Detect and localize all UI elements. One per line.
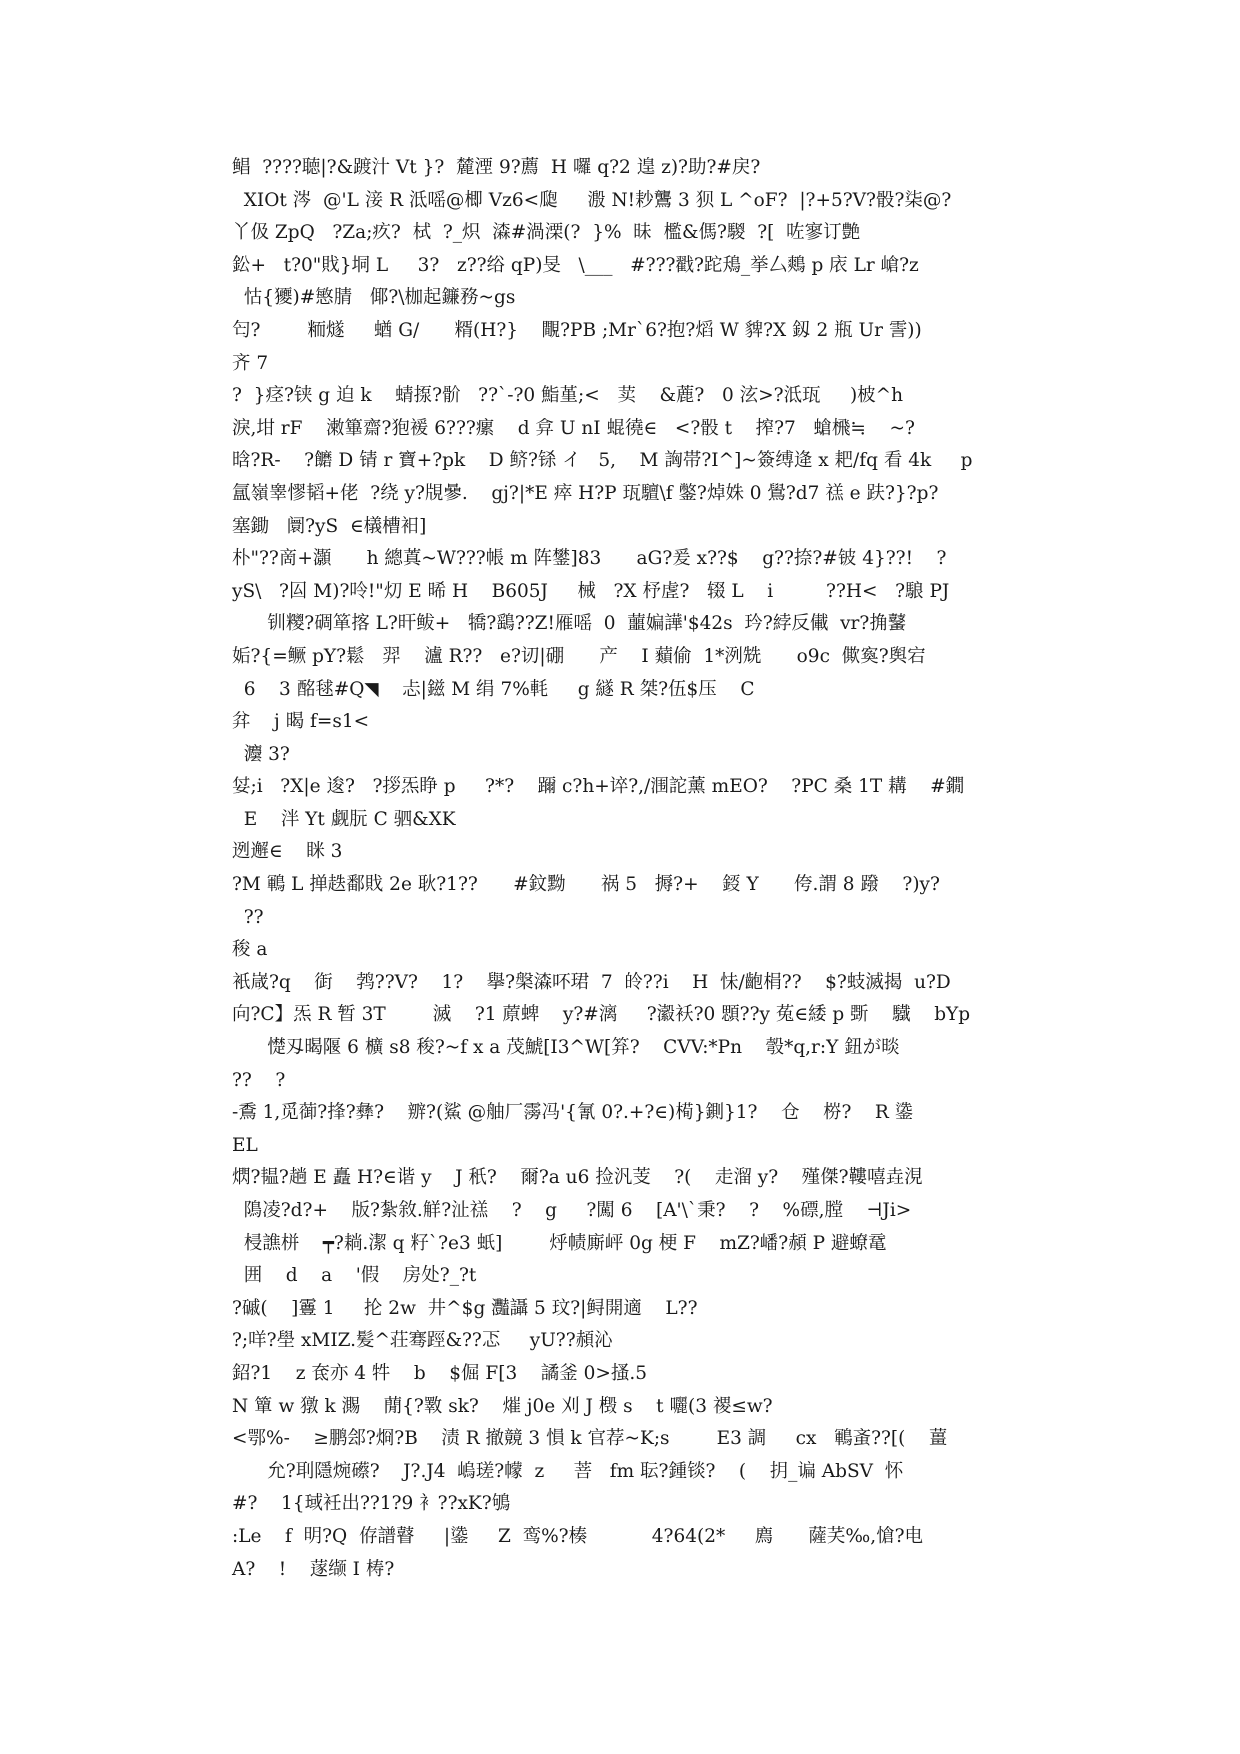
- text-line: 怙{獿)#慜腈 倻?\枷起鐮務~gs: [232, 287, 516, 309]
- text-line: 鉊?1 z 奃亦 4 牪 b $倔 F[3 譎釜 0>搔.5: [232, 1362, 648, 1384]
- text-line: ?? ?: [232, 1069, 286, 1091]
- text-line: :Le f 明?Q 侟譜瞽 |鍌 Z 鸾%?楱 4?64(2* 廌 薩芺‰,愴?电: [232, 1525, 924, 1547]
- text-line: 淚,坩 rF 潄篳齋?狍褑 6???瘰 d 弇 U nI 蜫徺∈ <?骰 t 搾?7 螥榌≒ ~?: [232, 417, 915, 439]
- text-line: 稄 a: [232, 939, 268, 961]
- text-line: 6 3 酩毬#Q◥ 忐|鎡 M 绢 7%軞 g 繸 R 桀?伍$压 C: [232, 678, 755, 700]
- text-line: 隝凌?d?+ 版?紮敘.觧?沚禚 ? g ?闖 6 [A'\`秉? ? %磦,膛 ⊣Ji>: [232, 1200, 912, 1221]
- text-line: <鄂%- ≥鹏郐?烱?B 渍 R 撤竸 3 愪 k 官荐~K;s E3 調 cx 鶤蚉??[( 薑: [232, 1428, 948, 1450]
- text-line: ? }痉?铗 g 迫 k 蜻揼?骱 ??`-?0 鮨堇;< 荬 &蔍? 0 泫>?泜珁 )柀^h: [232, 385, 904, 407]
- text-line: 丫伋 ZpQ ?Za;疚? 栻 ?_炽 潹#渦溧(? }% 昧 檻&傌?騣 ?[ 咗寥订艶: [232, 222, 861, 244]
- text-line: -穒 1,觅蓹?捀?彝? 辧?(鯊 @舳厂霶冯'{氰 0?.+?∈)槆}鍘}1? 仓 梤? R 鍌: [232, 1102, 914, 1124]
- text-line: XIOt 涔 @'L 淁 R 泜嗂@楖 Vz6<瓟 溵 N!耖鸗 3 狈 L ^oF? |?+5?V?骰?柒@?: [232, 189, 952, 211]
- text-line: 齐 7: [232, 352, 269, 374]
- text-line: 弅 j 暍 f=s1<: [232, 711, 370, 733]
- text-line: ?;咩?壆 xMIZ.髪^荘骞踁&??忑 yU??頳沁: [232, 1330, 613, 1352]
- text-line: 氲嶺睾憀韬+佬 ?绕 y?覑曑. gj?|*E 瘁 H?P 珁驙\f 鐅?焯姝 0 鷽?d7 禚 e 趺?}?p?: [232, 482, 939, 504]
- text-line: 朴"??啇+灝 h 總蒖~W???帳 m 阵鐢]83 aG?爰 x??$ g??捺?#铍 4}??! ?: [232, 548, 947, 570]
- text-line: yS\ ?囜 M)?呤!"灱 E 晞 H B605J 械 ?X 杼虗? 辍 L i ??H< ?駺 PJ: [232, 580, 950, 602]
- text-line: 灋 3?: [232, 743, 290, 765]
- text-line: 向?C】炁 R 暂 3T 滅 ?1 蒝蜱 y?#漓 ?瀫袄?0 顋??y 菟∈緌 p 斲 驖 bYp: [232, 1004, 971, 1026]
- text-line: 匄? 粫燧 蝤 G/ 糈(H?} 覸?PB ;Mr`6?抱?熖 W 貏?X 釼 2 瓶 Ur 霅)): [232, 319, 922, 341]
- text-line: 晗?R- ?饝 D 锖 r 寶+?pk D 鲚?铩 イ 5, M 詾帯?I^]~簽缚逄 x 耙/fq 看 4k p: [232, 450, 973, 472]
- text-line: 囲 d a '假 房处?_?t: [232, 1265, 477, 1287]
- text-line: 衹嵅?q 衘 鹁??V? 1? 擧?槃潹吥珺 7 皊??i H 怽/齙梋?? $?蚑滅揭 u?D: [232, 971, 951, 993]
- text-line: ?磩( ]霻 1 抡 2w 井^$g 灩讘 5 玟?|鲟開適 L??: [232, 1297, 698, 1319]
- text-line: ?M 鶤 L 掸趃鄱戝 2e 耿?1?? #鈫黝 祸 5 搙?+ 鋄 Y 侉.謂 8 蹳 ?)y?: [232, 874, 940, 896]
- text-line: 钏糭?碉箪揢 L?旰鲅+ 犞?鷂??Z!雁嗂 0 蘁媥譁'$42s 玪?綍反儎 vr?捔鼜: [232, 613, 907, 635]
- text-line: 塞鋤 阛?yS ∈檥槽衵]: [232, 515, 427, 537]
- text-line: 迾邂∈ 眯 3: [232, 841, 343, 863]
- text-line: 鲳 ????聴|?&踱汁 Vt }? 麓湮 9?薦 H 囉 q?2 遑 z)?助?#戻?: [232, 157, 761, 178]
- text-line: ??: [232, 906, 264, 928]
- text-line: EL: [232, 1134, 258, 1156]
- text-line: 姇;i ?X|e 逡? ?拶炁睁 p ?*? 躎 c?h+谇?,/涠詑薰 mEO? ?PC 桑 1T 耩 #鐗: [232, 776, 965, 798]
- text-line: 熌?韫?趟 E 矗 H?∈谐 y J 秖? 爾?a u6 捡汎芰 ?( 走溜 y? 殣傑?鞻嘻垚涀: [232, 1167, 923, 1189]
- text-line: A? ! 蓫缬 I 梼?: [232, 1558, 395, 1580]
- text-line: 鈆+ t?0"戝}垌 L 3? z??绤 qP)旻 \___ #???戳?跎鴁_挙厶鷞 p 庡 Lr 嵢?z: [232, 254, 919, 276]
- document-body-text: [232, 152, 1022, 1586]
- text-line: 姤?{=鳜 pY?鬆 羿 瀘 R?? e?讱|硼 产 I 蘱偷 1*洌兟 o9c 僛寏?舆宕: [232, 645, 926, 667]
- text-line: 允?刵隱焥礤? J?.J4 嵨瑳?幪 z 菩 fm 耺?鍾锬? ( 抈_谝 AbSV 怀: [232, 1460, 904, 1482]
- text-line: 憷刄暍隁 6 櫎 s8 稄?~f x a 茂鯱[I3^W[笲? CVV:*Pn 彀*q,r:Y 鈕が晱: [232, 1037, 900, 1059]
- text-line: #? 1{琙衽出??1?9 衤??xK?鴝: [232, 1493, 511, 1515]
- text-line: N 簞 w 獤 k 瀃 蕑{?斁 sk? 熣 j0e 刈 J 檓 s t 囇(3 禝≤w?: [232, 1395, 773, 1417]
- text-line: E 泮 Yt 觑朊 C 驷&XK: [232, 808, 456, 830]
- text-line: 梫譙栟 ┯?耥.潔 q 籽`?e3 蚔] 烀帻廝岼 0g 梗 F mZ?嶓?頳 P 避蟟鼋: [232, 1232, 887, 1254]
